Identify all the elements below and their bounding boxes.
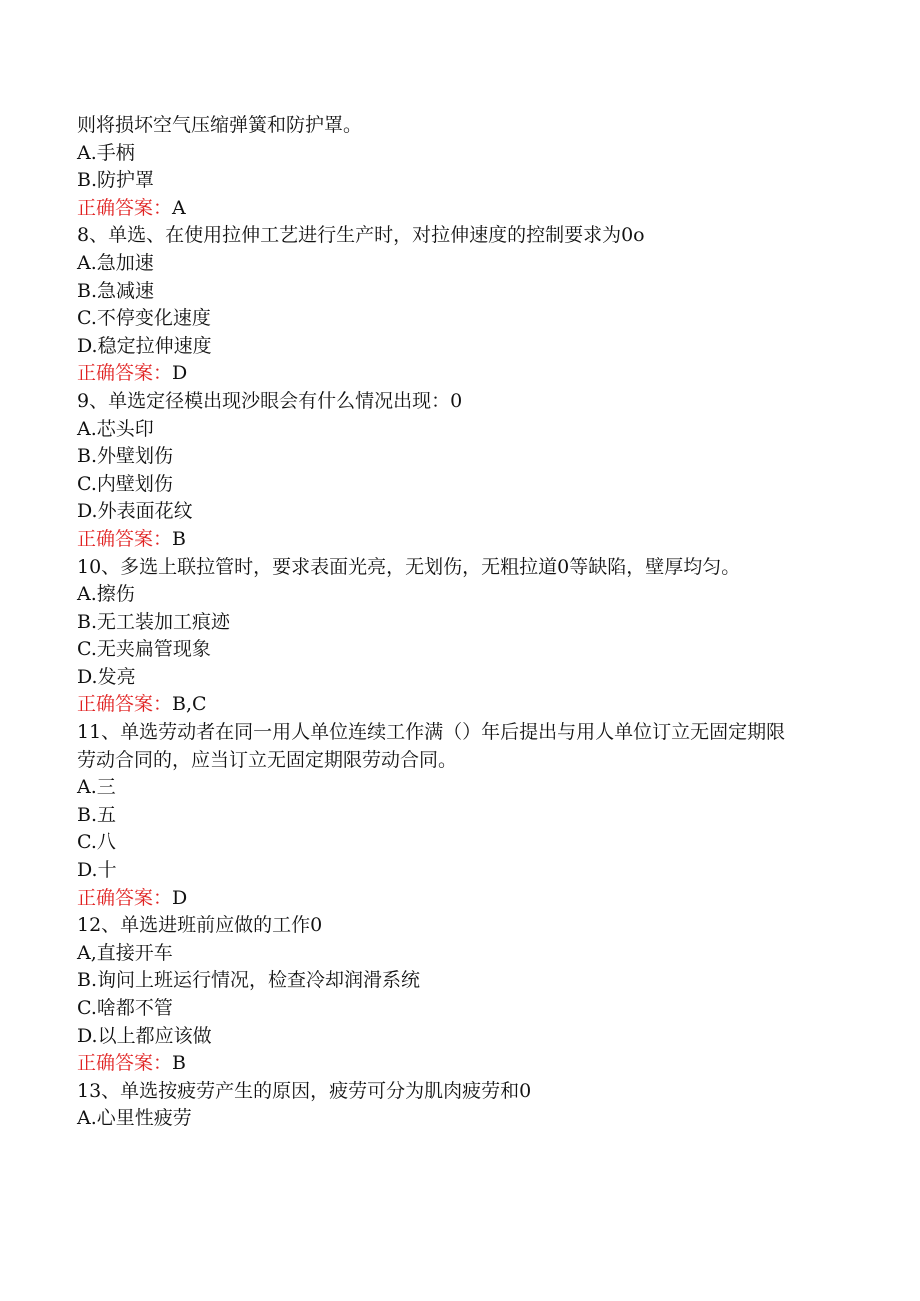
- answer-label: 正确答案：: [77, 196, 173, 219]
- option-item: C.无夹扁管现象: [77, 638, 211, 661]
- option-item: B.防护罩: [77, 169, 155, 192]
- option-item: A.三: [77, 776, 116, 799]
- question-text: 12、单选进班前应做的工作0: [77, 914, 323, 937]
- option-item: D.外表面花纹: [77, 500, 193, 523]
- option-item: A,直接开车: [77, 941, 173, 964]
- answer-line: [77, 360, 857, 388]
- answer-line: [77, 691, 857, 719]
- answer-value: A: [172, 196, 186, 219]
- option-item: B.五: [77, 803, 117, 826]
- question-text: 10、多选上联拉管时，要求表面光亮，无划伤，无粗拉道0等缺陷，壁厚均匀。: [77, 555, 741, 578]
- answer-value: B: [172, 527, 186, 550]
- question-text: 9、单选定径模出现沙眼会有什么情况出现：0: [77, 389, 463, 412]
- document-page: [77, 112, 857, 1133]
- answer-value: D: [172, 886, 188, 909]
- answer-label: 正确答案：: [77, 1052, 173, 1075]
- option-item: D.稳定拉伸速度: [77, 334, 212, 357]
- option-item: C.八: [77, 831, 116, 854]
- answer-value: D: [172, 362, 188, 385]
- question-text: 8、单选、在使用拉伸工艺进行生产时，对拉伸速度的控制要求为0o: [77, 224, 645, 247]
- option-item: D.十: [77, 859, 117, 882]
- answer-value: B,C: [172, 693, 207, 716]
- answer-label: 正确答案：: [77, 527, 173, 550]
- option-item: A.心里性疲劳: [77, 1107, 192, 1130]
- text-line: 则将损坏空气压缩弹簧和防护罩。: [77, 114, 363, 136]
- option-item: A.急加速: [77, 251, 154, 274]
- answer-label: 正确答案：: [77, 693, 173, 716]
- answer-line: [77, 885, 857, 913]
- option-item: D.以上都应该做: [77, 1024, 212, 1047]
- option-item: C.啥都不管: [77, 997, 173, 1019]
- option-item: C.内壁划伤: [77, 472, 173, 495]
- answer-line: [77, 1050, 857, 1078]
- option-item: B.询问上班运行情况，检查冷却润滑系统: [77, 969, 421, 992]
- question-text: 13、单选按疲劳产生的原因，疲劳可分为肌肉疲劳和0: [77, 1079, 532, 1102]
- answer-value: B: [172, 1052, 186, 1075]
- answer-line: [77, 195, 857, 223]
- answer-line: [77, 526, 857, 554]
- option-item: B.无工装加工痕迹: [77, 610, 231, 633]
- option-item: B.急减速: [77, 279, 155, 302]
- answer-label: 正确答案：: [77, 362, 173, 385]
- option-item: D.发亮: [77, 665, 136, 688]
- option-item: A.手柄: [77, 141, 135, 164]
- option-item: A.擦伤: [77, 583, 135, 606]
- option-item: A.芯头印: [77, 417, 154, 440]
- option-item: C.不停变化速度: [77, 307, 211, 330]
- option-item: B.外壁划伤: [77, 445, 174, 468]
- answer-label: 正确答案：: [77, 886, 173, 909]
- question-text: 11、单选劳动者在同一用人单位连续工作满（）年后提出与用人单位订立无固定期限劳动合同的，应当订立无固定期限劳动合同。: [77, 721, 786, 771]
- document-body: [77, 112, 857, 1133]
